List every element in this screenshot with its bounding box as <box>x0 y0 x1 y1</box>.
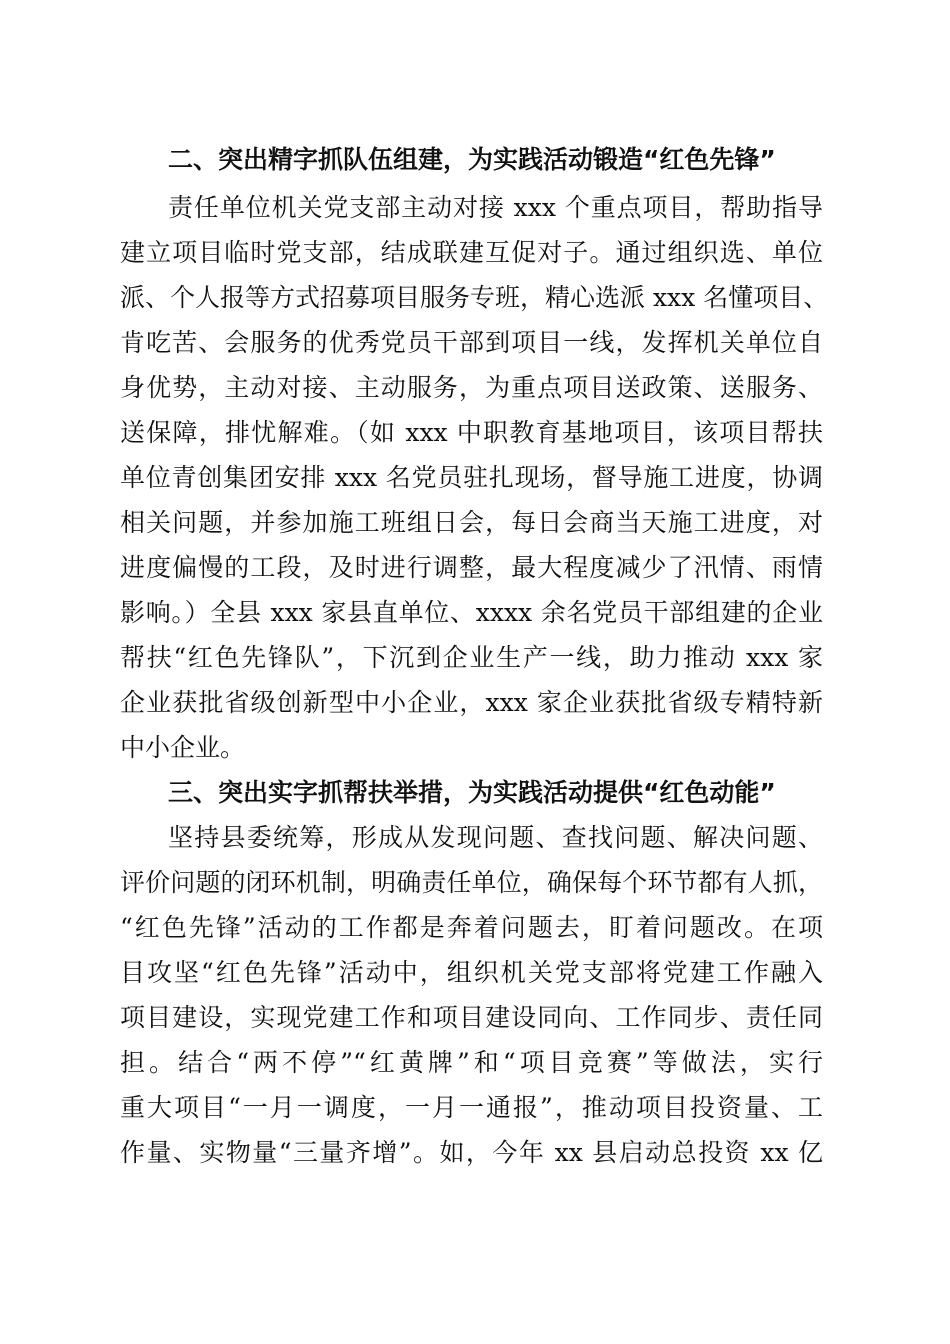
paragraph-line: 建立项目临时党支部，结成联建互促对子。通过组织选、单位 <box>120 238 823 267</box>
paragraph-line: 肯吃苦、会服务的优秀党员干部到项目一线，发挥机关单位自 <box>120 328 823 357</box>
paragraph-line: “红色先锋”活动的工作都是奔着问题去，盯着问题改。在项 <box>120 913 823 942</box>
section-heading-2: 二、突出精字抓队伍组建，为实践活动锻造“红色先锋” <box>168 145 776 174</box>
paragraph-line: 责任单位机关党支部主动对接 xxx 个重点项目，帮助指导 <box>168 193 823 222</box>
paragraph-line: 担。结合“两不停”“红黄牌”和“项目竞赛”等做法，实行 <box>120 1048 823 1077</box>
paragraph-line: 影响。）全县 xxx 家县直单位、xxxx 余名党员干部组建的企业 <box>120 598 823 627</box>
paragraph-line: 相关问题，并参加施工班组日会，每日会商当天施工进度，对 <box>120 508 823 537</box>
paragraph-line: 作量、实物量“三量齐增”。如，今年 xx 县启动总投资 xx 亿 <box>120 1138 823 1167</box>
paragraph-line: 目攻坚“红色先锋”活动中，组织机关党支部将党建工作融入 <box>120 958 823 987</box>
paragraph-line: 重大项目“一月一调度，一月一通报”，推动项目投资量、工 <box>120 1093 823 1122</box>
paragraph-line: 项目建设，实现党建工作和项目建设同向、工作同步、责任同 <box>120 1003 823 1032</box>
paragraph-line: 评价问题的闭环机制，明确责任单位，确保每个环节都有人抓， <box>120 868 823 897</box>
paragraph-line: 单位青创集团安排 xxx 名党员驻扎现场，督导施工进度，协调 <box>120 463 823 492</box>
paragraph-line: 中小企业。 <box>120 733 246 762</box>
paragraph-line: 帮扶“红色先锋队”，下沉到企业生产一线，助力推动 xxx 家 <box>120 643 823 672</box>
paragraph-line: 坚持县委统筹，形成从发现问题、查找问题、解决问题、 <box>168 823 823 852</box>
paragraph-line: 送保障，排忧解难。（如 xxx 中职教育基地项目，该项目帮扶 <box>120 418 823 447</box>
paragraph-line: 企业获批省级创新型中小企业，xxx 家企业获批省级专精特新 <box>120 688 823 717</box>
paragraph-line: 进度偏慢的工段，及时进行调整，最大程度减少了汛情、雨情 <box>120 553 823 582</box>
paragraph-line: 身优势，主动对接、主动服务，为重点项目送政策、送服务、 <box>120 373 823 402</box>
section-heading-3: 三、突出实字抓帮扶举措，为实践活动提供“红色动能” <box>168 778 776 807</box>
paragraph-line: 派、个人报等方式招募项目服务专班，精心选派 xxx 名懂项目、 <box>120 283 829 312</box>
